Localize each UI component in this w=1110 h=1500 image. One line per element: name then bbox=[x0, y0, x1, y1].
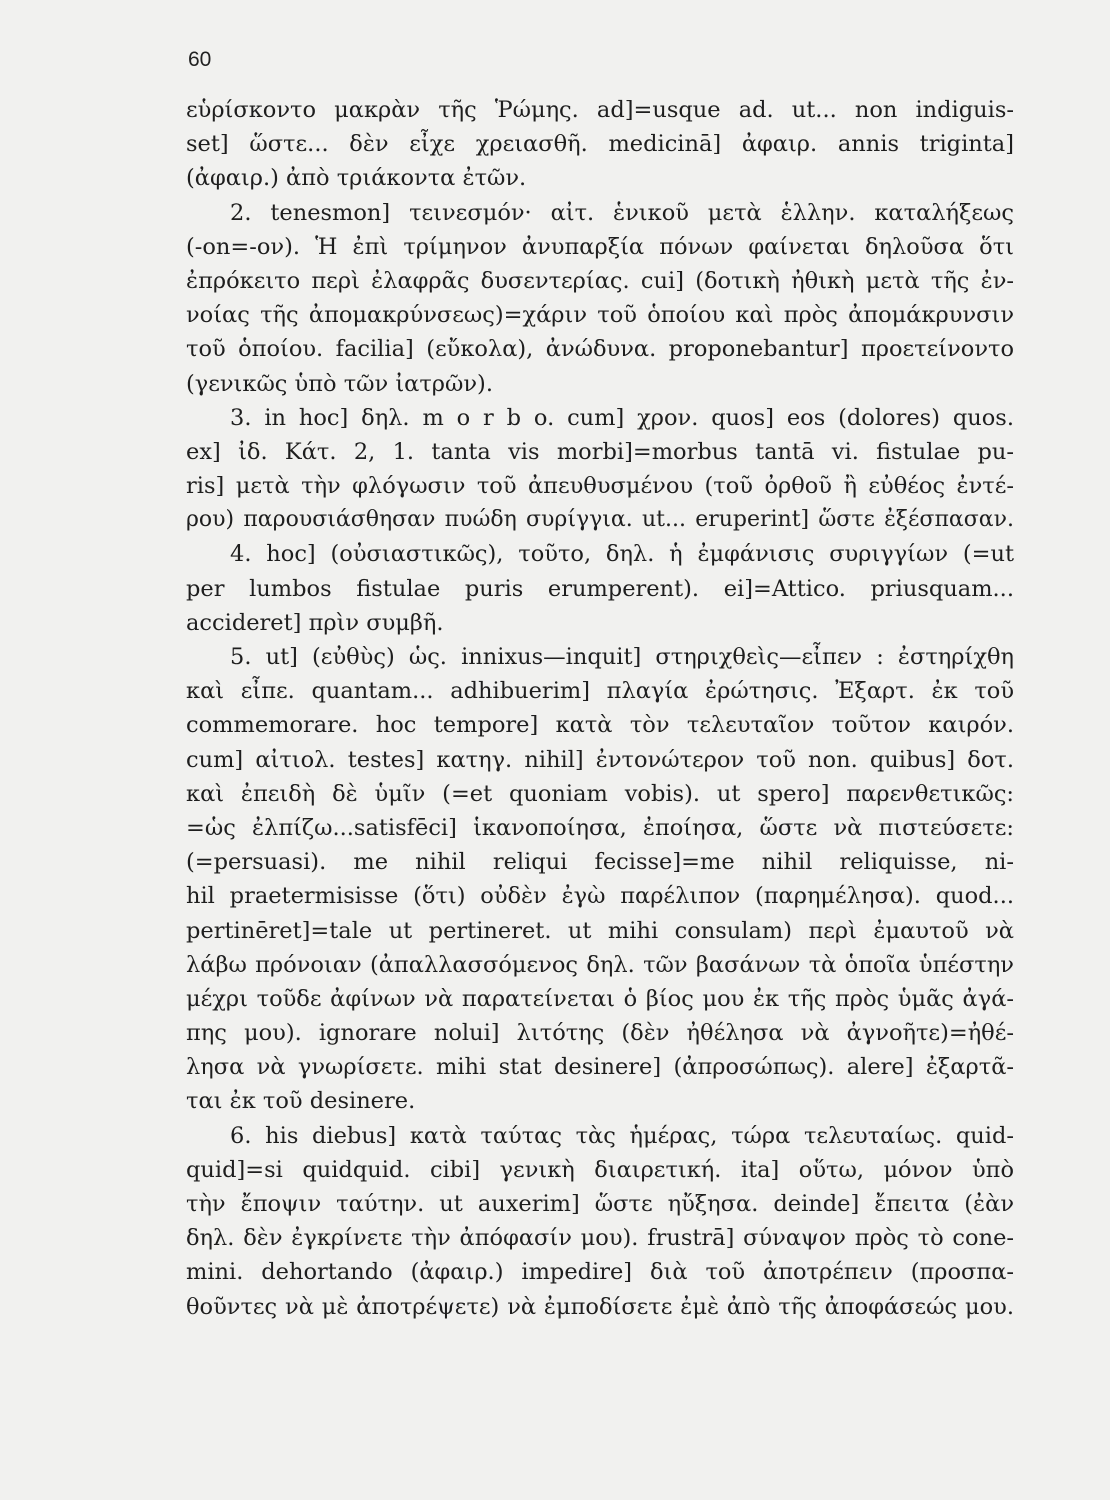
text-line: 3. in hoc] δηλ. m o r b o. cum] χρον. quos] eos (dolores) quos. bbox=[230, 404, 1014, 431]
text-line: νοίας τῆς ἀπομακρύνσεως)=χάριν τοῦ ὁποίου καὶ πρὸς ἀπομάκρυνσιν bbox=[186, 302, 1014, 329]
text-line: δηλ. δὲν ἐγκρίνετε τὴν ἀπόφασίν μου). frustrā] σύναψον πρὸς τὸ cone- bbox=[186, 1225, 1014, 1252]
text-line: ται ἐκ τοῦ desinere. bbox=[186, 1088, 416, 1115]
text-line: εὑρίσκοντο μακρὰν τῆς Ῥώμης. ad]=usque ad. ut... non indiguis- bbox=[186, 97, 1014, 123]
paragraph-6 bbox=[186, 1119, 1014, 1324]
text-line: (ἀφαιρ.) ἀπὸ τριάκοντα ἐτῶν. bbox=[186, 165, 527, 192]
text-line: hil praetermisisse (ὅτι) οὐδὲν ἐγὼ παρέλιπον (παρημέλησα). quod... bbox=[186, 883, 1014, 910]
text-line: τοῦ ὁποίου. facilia] (εὔκολα), ἀνώδυνα. proponebantur] προετείνοντο bbox=[186, 336, 1014, 363]
paragraph-2 bbox=[186, 196, 1014, 401]
text-line: pertinēret]=tale ut pertineret. ut mihi consulam) περὶ ἐμαυτοῦ νὰ bbox=[186, 917, 1014, 944]
text-line: 2. tenesmon] τεινεσμόν· αἰτ. ἑνικοῦ μετὰ ἑλλην. καταλήξεως bbox=[230, 199, 1014, 226]
paragraph-1 bbox=[186, 93, 1014, 196]
text-line: ἐπρόκειτο περὶ ἐλαφρᾶς δυσεντερίας. cui] (δοτικὴ ἠθικὴ μετὰ τῆς ἐν- bbox=[186, 267, 1014, 294]
text-line: set] ὥστε... δὲν εἶχε χρειασθῆ. medicinā] ἀφαιρ. annis triginta] bbox=[186, 131, 1014, 158]
text-line: ρου) παρουσιάσθησαν πυώδη συρίγγια. ut... eruperint] ὥστε ἐξέσπασαν. bbox=[186, 507, 1014, 533]
text-line: 4. hoc] (οὐσιαστικῶς), τοῦτο, δηλ. ἡ ἐμφάνισις συριγγίων (=ut bbox=[230, 541, 1014, 568]
text-line: θοῦντες νὰ μὲ ἀποτρέψετε) νὰ ἐμποδίσετε ἐμὲ ἀπὸ τῆς ἀποφάσεώς μου. bbox=[186, 1293, 1014, 1320]
text-line: quid]=si quidquid. cibi] γενικὴ διαιρετική. ita] οὕτω, μόνον ὑπὸ bbox=[186, 1156, 1014, 1183]
text-line: mini. dehortando (ἀφαιρ.) impedire] διὰ τοῦ ἀποτρέπειν (προσπα- bbox=[186, 1259, 1014, 1286]
text-line: per lumbos fistulae puris erumperent). ei]=Attico. priusquam... bbox=[186, 575, 1014, 602]
paragraph-3 bbox=[186, 401, 1014, 538]
commentary-text bbox=[186, 93, 1014, 1324]
page-number: 60 bbox=[188, 48, 212, 71]
text-line: (=persuasi). me nihil reliqui fecisse]=me nihil reliquisse, ni- bbox=[186, 849, 1014, 876]
paragraph-5 bbox=[186, 640, 1014, 1119]
text-line: τὴν ἔποψιν ταύτην. ut auxerim] ὥστε ηὔξησα. deinde] ἔπειτα (ἐὰν bbox=[186, 1191, 1014, 1217]
text-line: ex] ἰδ. Κάτ. 2, 1. tanta vis morbi]=morbus tantā vi. fistulae pu- bbox=[186, 438, 1014, 465]
paragraph-4 bbox=[186, 537, 1014, 640]
text-line: μέχρι τοῦδε ἀφίνων νὰ παρατείνεται ὁ βίος μου ἐκ τῆς πρὸς ὑμᾶς ἀγά- bbox=[186, 985, 1014, 1012]
text-line: καὶ ἐπειδὴ δὲ ὑμῖν (=et quoniam vobis). ut spero] παρενθετικῶς: bbox=[186, 780, 1014, 807]
text-line: accideret] πρὶν συμβῆ. bbox=[186, 609, 444, 636]
text-line: λησα νὰ γνωρίσετε. mihi stat desinere] (ἀπροσώπως). alere] ἐξαρτᾶ- bbox=[186, 1054, 1014, 1081]
text-line: πης μου). ignorare nolui] λιτότης (δὲν ἠθέλησα νὰ ἀγνοῆτε)=ἠθέ- bbox=[186, 1020, 1014, 1047]
text-line: 5. ut] (εὐθὺς) ὡς. innixus—inquit] στηριχθεὶς—εἶπεν : ἐστηρίχθη bbox=[230, 644, 1014, 670]
text-line: (-on=-ον). Ἡ ἐπὶ τρίμηνον ἀνυπαρξία πόνων φαίνεται δηλοῦσα ὅτι bbox=[186, 233, 1014, 260]
text-line: (γενικῶς ὑπὸ τῶν ἰατρῶν). bbox=[186, 370, 493, 397]
text-line: cum] αἰτιολ. testes] κατηγ. nihil] ἐντονώτερον τοῦ non. quibus] δοτ. bbox=[186, 746, 1014, 773]
text-line: =ὡς ἐλπίζω...satisfēci] ἱκανοποίησα, ἐποίησα, ὥστε νὰ πιστεύσετε: bbox=[186, 814, 1014, 841]
text-line: καὶ εἶπε. quantam... adhibuerim] πλαγία ἐρώτησις. Ἐξαρτ. ἐκ τοῦ bbox=[186, 678, 1014, 705]
text-line: λάβω πρόνοιαν (ἀπαλλασσόμενος δηλ. τῶν βασάνων τὰ ὁποῖα ὑπέστην bbox=[186, 951, 1014, 978]
text-line: 6. his diebus] κατὰ ταύτας τὰς ἡμέρας, τώρα τελευταίως. quid- bbox=[230, 1122, 1014, 1149]
text-line: ris] μετὰ τὴν φλόγωσιν τοῦ ἀπευθυσμένου (τοῦ ὀρθοῦ ἢ εὐθέος ἐντέ- bbox=[186, 473, 1014, 500]
text-line: commemorare. hoc tempore] κατὰ τὸν τελευταῖον τοῦτον καιρόν. bbox=[186, 712, 1014, 739]
